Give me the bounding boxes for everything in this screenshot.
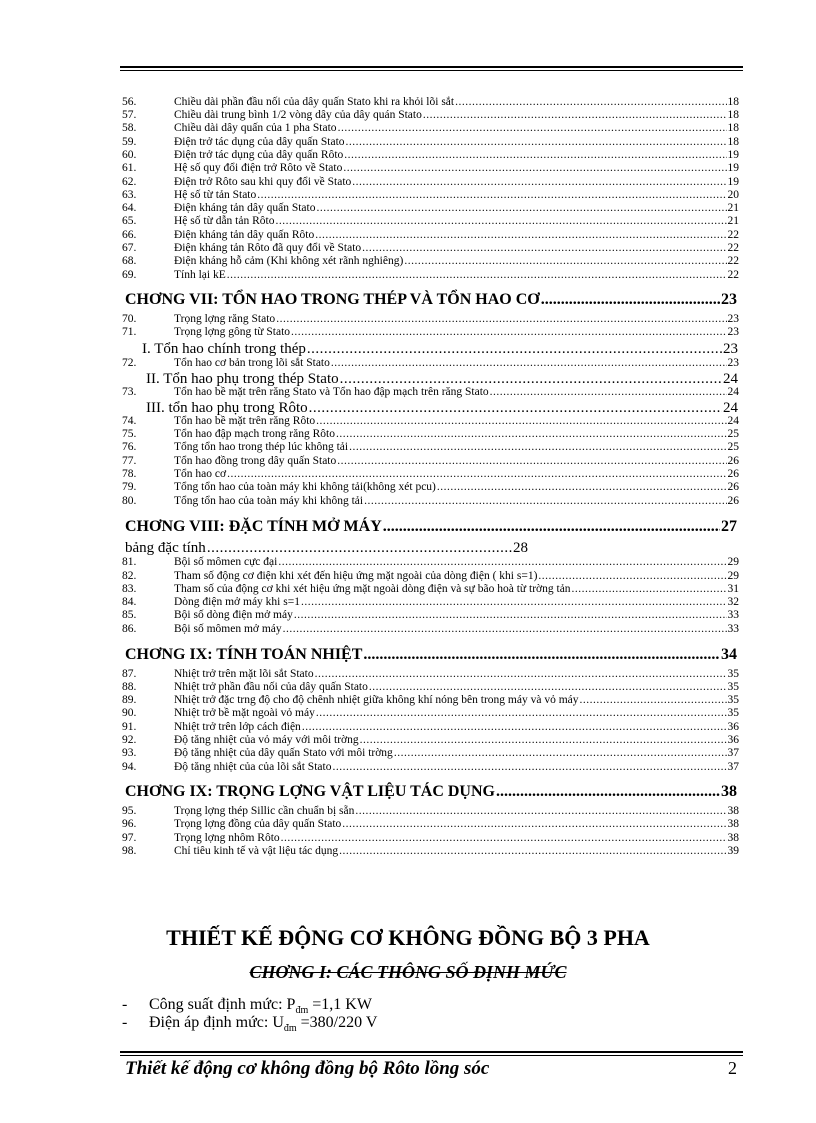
toc-entry-page: 26 [727,468,739,480]
toc-entry[interactable] [122,109,739,121]
toc-entry-page: 35 [727,694,739,706]
leader-dots [538,570,726,582]
toc-entry[interactable] [122,386,739,398]
toc-entry-page: 24 [727,386,739,398]
toc-entry-page: 18 [727,136,739,148]
toc-entry-number: 56. [122,96,137,108]
toc-entry-page: 31 [727,583,739,595]
toc-entry-number: 76. [122,441,137,453]
toc-entry-number: 90. [122,707,137,719]
toc-entry-page: 39 [727,845,739,857]
toc-entry-page: 22 [727,269,739,281]
toc-entry[interactable] [122,556,739,568]
leader-dots [344,149,726,161]
toc-entry[interactable] [122,415,739,427]
toc-entry-number: 89. [122,694,137,706]
toc-entry-title: Điện kháng tản dây quấn Stato [174,202,316,214]
toc-entry-title: Độ tăng nhiệt của dây quấn Stato với môi trờng [174,747,393,759]
toc-entry[interactable] [122,122,739,134]
toc-entry-title: Điện trở tác dụng của dây quấn Rôto [174,149,344,161]
leader-dots [346,136,727,148]
leader-dots [332,761,726,773]
leader-dots [363,646,720,664]
toc-entry[interactable] [122,176,739,188]
toc-entry-title: Dòng điện mở máy khi s=1 [174,596,300,608]
leader-dots [227,468,726,480]
leader-dots [349,441,726,453]
chapter-heading-9[interactable] [125,646,737,664]
section-heading-page: 24 [723,400,738,416]
toc-entry-title: Tổn hao cơ [174,468,227,480]
toc-entry-title: Trọng lợng gông từ Stato [174,326,291,338]
toc-entry-title: Điện kháng tản Rôto đã quy đổi về Stato [174,242,362,254]
toc-entry-title: Trọng lợng nhôm Rôto [174,832,280,844]
leader-dots [490,386,727,398]
toc-entry[interactable] [122,428,739,440]
toc-entry-page: 25 [727,428,739,440]
toc-entry[interactable] [122,255,739,267]
toc-entry-title: Tổn hao đập mạch trong răng Rôto [174,428,335,440]
toc-entry-page: 26 [727,495,739,507]
leader-dots [580,694,727,706]
toc-entry-page: 38 [727,805,739,817]
toc-entry-number: 75. [122,428,137,440]
toc-entry-page: 26 [727,481,739,493]
param-voltage: - Điện áp định mức: $U_{đm} =380/220$ V [122,1014,378,1035]
leader-dots [340,371,722,387]
toc-entry[interactable] [122,623,739,635]
toc-entry[interactable] [122,242,739,254]
leader-dots [207,540,512,556]
leader-dots [315,229,726,241]
toc-entry-title: Tổn hao bề mặt trên răng Rôto [174,415,316,427]
leader-dots [291,326,726,338]
toc-entry-title: Tổng tổn hao của toàn máy khi không tải [174,495,364,507]
toc-entry[interactable] [122,805,739,817]
leader-dots [316,707,727,719]
toc-entry-number: 77. [122,455,137,467]
toc-entry[interactable] [122,149,739,161]
toc-entry-page: 19 [727,176,739,188]
leader-dots [572,583,727,595]
leader-dots [301,596,727,608]
toc-entry-title: Chỉ tiêu kinh tế và vật liệu tác dụng [174,845,339,857]
toc-entry[interactable] [122,313,739,325]
toc-entry-page: 35 [727,681,739,693]
footer-rule [120,1051,743,1053]
toc-entry[interactable] [122,707,739,719]
toc-entry-page: 29 [727,570,739,582]
section-heading-3[interactable] [146,400,738,416]
section-heading-1[interactable] [142,341,738,357]
leader-dots [294,609,727,621]
toc-entry[interactable] [122,583,739,595]
toc-entry-title: Nhiệt trở trên lớp cách điện [174,721,301,733]
toc-entry-title: Tính lại kE [174,269,226,281]
toc-entry-number: 65. [122,215,137,227]
toc-entry[interactable] [122,468,739,480]
toc-entry[interactable] [122,136,739,148]
toc-entry[interactable] [122,845,739,857]
toc-entry-title: Tổng tổn hao của toàn máy khi không tải(không xét pcu) [174,481,436,493]
toc-entry-title: Bội số mômen mở máy [174,623,282,635]
toc-entry[interactable] [122,668,739,680]
main-title: THIẾT KẾ ĐỘNG CƠ KHÔNG ĐỒNG BỘ 3 PHA [166,925,650,950]
toc-entry-title: Nhiệt trở đặc trng độ cho độ chênh nhiệt giữa không khí nóng bên trong máy và vỏ máy [174,694,579,706]
chapter-heading-page: 27 [721,518,737,535]
toc-entry-page: 35 [727,707,739,719]
toc-entry-page: 25 [727,441,739,453]
leader-dots [455,96,726,108]
leader-dots [339,845,726,857]
section-heading-page: 28 [513,540,528,556]
section-heading-title: I. Tổn hao chính trong thép [142,341,306,357]
toc-entry-title: Nhiệt trở bề mặt ngoài vỏ máy [174,707,315,719]
leader-dots [316,415,726,427]
toc-entry-title: Chiều dài trung bình 1/2 vòng dây của dây quán Stato [174,109,422,121]
toc-entry-number: 63. [122,189,137,201]
leader-dots [309,400,722,416]
toc-entry-number: 74. [122,415,137,427]
toc-entry-title: Điện trở Rôto sau khi quy đổi về Stato [174,176,352,188]
toc-entry-page: 33 [727,623,739,635]
toc-entry[interactable] [122,818,739,830]
toc-entry-page: 23 [727,357,739,369]
toc-entry-number: 81. [122,556,137,568]
chapter-heading-page: 23 [721,291,737,308]
leader-dots [394,747,727,759]
toc-entry-title: Tổn hao cơ bản trong lõi sắt Stato [174,357,330,369]
section-heading-title: II. Tổn hao phụ trong thép Stato [146,371,339,387]
leader-dots [316,202,726,214]
toc-entry-number: 73. [122,386,137,398]
toc-entry-number: 84. [122,596,137,608]
leader-dots [541,291,720,309]
toc-entry-page: 32 [727,596,739,608]
chapter-heading-title: CHƠNG IX: TÍNH TOÁN NHIỆT [125,646,363,663]
leader-dots [276,313,726,325]
leader-dots [302,721,727,733]
toc-entry-page: 21 [727,215,739,227]
toc-entry-number: 68. [122,255,137,267]
section-heading-page: 24 [723,371,738,387]
toc-entry[interactable] [122,694,739,706]
footer-rule-thin [120,1055,743,1056]
toc-entry-page: 22 [727,229,739,241]
param-power: - Công suất định mức: $P_{đm} =1,1$ KW [122,996,372,1017]
toc-entry-title: Độ tăng nhiệt của vỏ máy với môi trờng [174,734,359,746]
toc-entry-page: 24 [727,415,739,427]
chapter-heading-9b[interactable] [125,783,737,801]
toc-entry-number: 79. [122,481,137,493]
chapter-title: CHƠNG I: CÁC THÔNG SỐ ĐỊNH MỨC [249,962,567,982]
toc-entry[interactable] [122,357,739,369]
toc-entry-page: 23 [727,313,739,325]
toc-entry-title: Chiều dài phần đầu nối của dây quấn Stato khi ra khỏi lõi sắt [174,96,455,108]
page-number: 2 [728,1058,737,1078]
toc-entry-page: 37 [727,761,739,773]
leader-dots [352,176,726,188]
leader-dots [383,518,720,536]
leader-dots [315,668,727,680]
leader-dots [369,681,727,693]
toc-entry-number: 72. [122,357,137,369]
toc-entry-number: 78. [122,468,137,480]
toc-entry[interactable] [122,269,739,281]
toc-entry-page: 19 [727,149,739,161]
toc-entry-number: 67. [122,242,137,254]
footer-title: Thiết kế động cơ không đồng bộ Rôto lồng sóc [125,1058,490,1079]
toc-entry-number: 69. [122,269,137,281]
toc-entry[interactable] [122,596,739,608]
toc-entry-number: 57. [122,109,137,121]
toc-entry-number: 94. [122,761,137,773]
section-heading-2[interactable] [146,371,738,387]
leader-dots [336,428,727,440]
toc-entry[interactable] [122,747,739,759]
toc-entry[interactable] [122,761,739,773]
toc-entry-title: Tổn hao đồng trong dây quấn Stato [174,455,337,467]
toc-entry-page: 38 [727,818,739,830]
toc-entry-number: 88. [122,681,137,693]
toc-entry-page: 22 [727,255,739,267]
toc-entry-number: 95. [122,805,137,817]
toc-entry[interactable] [122,481,739,493]
leader-dots [275,215,726,227]
toc-entry[interactable] [122,229,739,241]
toc-entry-title: Điện kháng hỗ cảm (Khi không xét rãnh nghiêng) [174,255,404,267]
toc-entry-number: 64. [122,202,137,214]
toc-entry[interactable] [122,162,739,174]
toc-entry-page: 18 [727,109,739,121]
toc-entry-number: 61. [122,162,137,174]
toc-entry-page: 19 [727,162,739,174]
toc-entry-title: Bội số dòng điện mở máy [174,609,293,621]
toc-entry-number: 59. [122,136,137,148]
toc-entry-title: Điện trở tác dụng của dây quấn Stato [174,136,345,148]
toc-entry-number: 58. [122,122,137,134]
toc-entry-title: Bội số mômen cực đại [174,556,278,568]
leader-dots [437,481,727,493]
toc-entry[interactable] [122,326,739,338]
leader-dots [338,122,727,134]
toc-entry-number: 66. [122,229,137,241]
section-heading-title: III. tổn hao phụ trong Rôto [146,400,308,416]
leader-dots [362,242,726,254]
toc-entry-number: 92. [122,734,137,746]
toc-entry-number: 93. [122,747,137,759]
toc-entry-title: Tổng tổn hao trong thép lúc không tải [174,441,349,453]
chapter-heading-title: CHƠNG IX: TRỌNG LỢNG VẬT LIỆU TÁC DỤNG [125,783,495,800]
toc-entry-number: 83. [122,583,137,595]
leader-dots [281,832,727,844]
toc-entry-title: Trọng lợng thép Sillic cần chuẩn bị sẵn [174,805,355,817]
leader-dots [404,255,726,267]
toc-entry-page: 36 [727,734,739,746]
toc-entry-page: 18 [727,122,739,134]
leader-dots [342,818,726,830]
toc-entry[interactable] [122,495,739,507]
toc-entry-number: 85. [122,609,137,621]
toc-entry-title: Hệ số từ tản Stato [174,189,257,201]
toc-entry[interactable] [122,189,739,201]
toc-entry-page: 38 [727,832,739,844]
toc-entry[interactable] [122,681,739,693]
toc-entry-number: 96. [122,818,137,830]
toc-entry-page: 37 [727,747,739,759]
toc-entry-title: Tham số động cơ điện khi xét đến hiệu ứng mặt ngoài của dòng điện ( khi s=1) [174,570,538,582]
toc-entry[interactable] [122,832,739,844]
leader-dots [343,162,726,174]
toc-entry-number: 91. [122,721,137,733]
leader-dots [278,556,726,568]
leader-dots [360,734,727,746]
toc-entry-number: 97. [122,832,137,844]
toc-entry-title: Hệ số quy đổi điện trở Rôto về Stato [174,162,343,174]
leader-dots [423,109,727,121]
toc-entry-title: Tổn hao bề mặt trên răng Stato và Tổn hao đập mạch trên răng Stato [174,386,489,398]
toc-entry-title: Nhiệt trở phần đầu nối của dây quấn Stato [174,681,368,693]
toc-entry[interactable] [122,202,739,214]
toc-entry-page: 35 [727,668,739,680]
toc-entry-number: 98. [122,845,137,857]
toc-entry-number: 87. [122,668,137,680]
toc-entry[interactable] [122,570,739,582]
toc-entry-number: 62. [122,176,137,188]
section-heading-page: 23 [723,341,738,357]
chapter-heading-page: 38 [721,783,737,800]
toc-entry-page: 22 [727,242,739,254]
header-rule-thin [120,70,743,71]
toc-entry-page: 20 [727,189,739,201]
toc-entry[interactable] [122,734,739,746]
toc-entry-number: 60. [122,149,137,161]
leader-dots [337,455,726,467]
leader-dots [227,269,727,281]
toc-entry-page: 26 [727,455,739,467]
toc-entry[interactable] [122,721,739,733]
toc-entry-title: Trọng lợng răng Stato [174,313,276,325]
toc-entry-page: 23 [727,326,739,338]
leader-dots [307,341,722,357]
leader-dots [283,623,727,635]
leader-dots [331,357,727,369]
toc-entry[interactable] [122,609,739,621]
toc-entry-title: Chiều dài dây quấn của 1 pha Stato [174,122,337,134]
toc-entry-page: 29 [727,556,739,568]
toc-entry-page: 33 [727,609,739,621]
leader-dots [496,783,720,801]
section-heading-bang[interactable] [125,540,528,556]
toc-entry-page: 36 [727,721,739,733]
leader-dots [355,805,726,817]
toc-entry-title: Hệ số từ dẫn tản Rôto [174,215,275,227]
header-rule [120,66,743,68]
toc-entry[interactable] [122,455,739,467]
toc-entry-title: Độ tăng nhiệt của của lõi sắt Stato [174,761,332,773]
toc-entry-title: Trọng lợng đồng của dây quấn Stato [174,818,342,830]
toc-entry-title: Nhiệt trở trên mặt lõi sắt Stato [174,668,314,680]
toc-entry-page: 21 [727,202,739,214]
toc-entry[interactable] [122,96,739,108]
chapter-heading-page: 34 [721,646,737,663]
section-heading-title: bảng đặc tính [125,540,206,556]
toc-entry-number: 71. [122,326,137,338]
chapter-heading-title: CHƠNG VII: TỔN HAO TRONG THÉP VÀ TỔN HAO CƠ [125,291,540,308]
toc-entry-number: 86. [122,623,137,635]
chapter-heading-title: CHƠNG VIII: ĐẶC TÍNH MỞ MÁY [125,518,382,535]
leader-dots [257,189,726,201]
toc-entry-title: Tham số của động cơ khi xét hiệu ứng mặt ngoài dòng điện và sự bão hoà từ trờng tản [174,583,571,595]
toc-entry-number: 82. [122,570,137,582]
toc-entry[interactable] [122,215,739,227]
toc-entry-page: 18 [727,96,739,108]
leader-dots [364,495,726,507]
chapter-heading-7[interactable] [125,291,737,309]
toc-entry-number: 80. [122,495,137,507]
chapter-heading-8[interactable] [125,518,737,536]
toc-entry-number: 70. [122,313,137,325]
toc-entry[interactable] [122,441,739,453]
toc-entry-title: Điện kháng tản dây quấn Rôto [174,229,315,241]
